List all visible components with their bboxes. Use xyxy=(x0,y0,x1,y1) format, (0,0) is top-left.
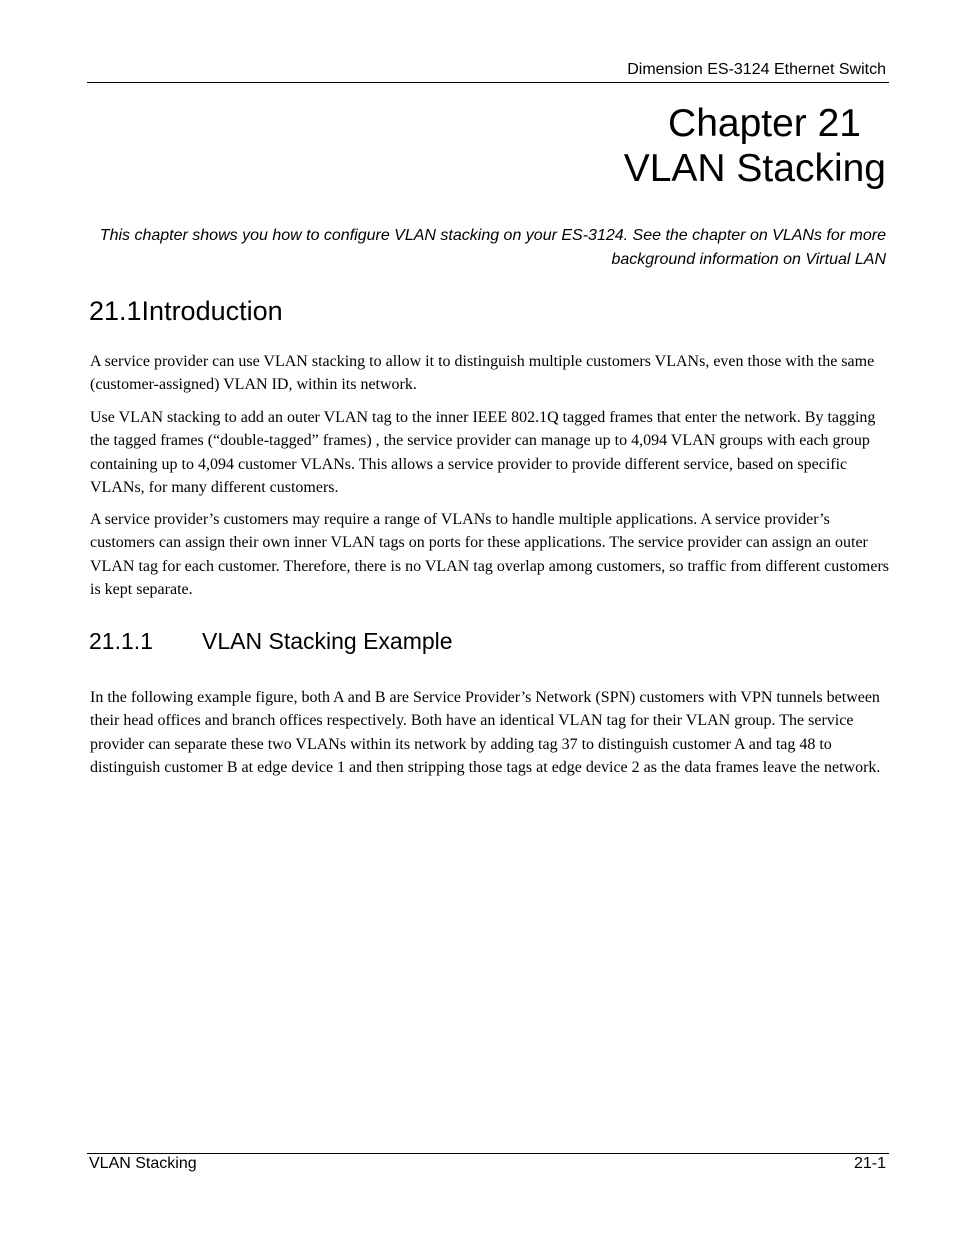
footer-page-number: 21-1 xyxy=(853,1155,886,1172)
footer-section-name: VLAN Stacking xyxy=(89,1155,197,1172)
section-heading-introduction: 21.1Introduction xyxy=(89,296,283,326)
chapter-title: VLAN Stacking xyxy=(623,147,886,190)
subsection-title: VLAN Stacking Example xyxy=(202,628,453,654)
chapter-number: Chapter 21 xyxy=(668,102,861,145)
intro-paragraph-2: Use VLAN stacking to add an outer VLAN tag to the inner IEEE 802.1Q tagged frames that enter the network. By tagging the tagged frames (“double-tagged” frames) , the service provider can manage up to 4,094 VLAN groups with each group containing up to 4,094 customer VLANs. This allows a service provider to provide different service, based on specific VLANs, for many different customers. xyxy=(90,409,876,496)
intro-paragraph-3: A service provider’s customers may require a range of VLANs to handle multiple applications. A service provider’s customers can assign their own inner VLAN tags on ports for these applications. The service provider can assign an outer VLAN tag for each customer. Therefore, there is no VLAN tag overlap among customers, so traffic from different customers is kept separate. xyxy=(90,511,890,598)
example-paragraph-1: In the following example figure, both A and B are Service Provider’s Network (SPN) customers with VPN tunnels between their head offices and branch offices respectively. Both have an identical VLAN tag for their VLAN group. The service provider can separate these two VLANs within its network by adding tag 37 to distinguish customer A and tag 48 to distinguish customer B at edge device 1 and then stripping those tags at edge device 2 as the data frames leave the network. xyxy=(90,689,881,776)
intro-paragraph-1: A service provider can use VLAN stacking to allow it to distinguish multiple customers VLANs, even those with the same (customer-assigned) VLAN ID, within its network. xyxy=(90,353,875,394)
footer-divider xyxy=(87,1153,889,1154)
header-divider xyxy=(87,82,889,83)
chapter-summary: This chapter shows you how to configure VLAN stacking on your ES-3124. See the chapter on VLANs for more background information on Virtual LAN xyxy=(99,227,886,268)
running-header: Dimension ES-3124 Ethernet Switch xyxy=(627,61,886,78)
subsection-number: 21.1.1 xyxy=(89,628,153,654)
subsection-heading-example xyxy=(89,627,453,655)
